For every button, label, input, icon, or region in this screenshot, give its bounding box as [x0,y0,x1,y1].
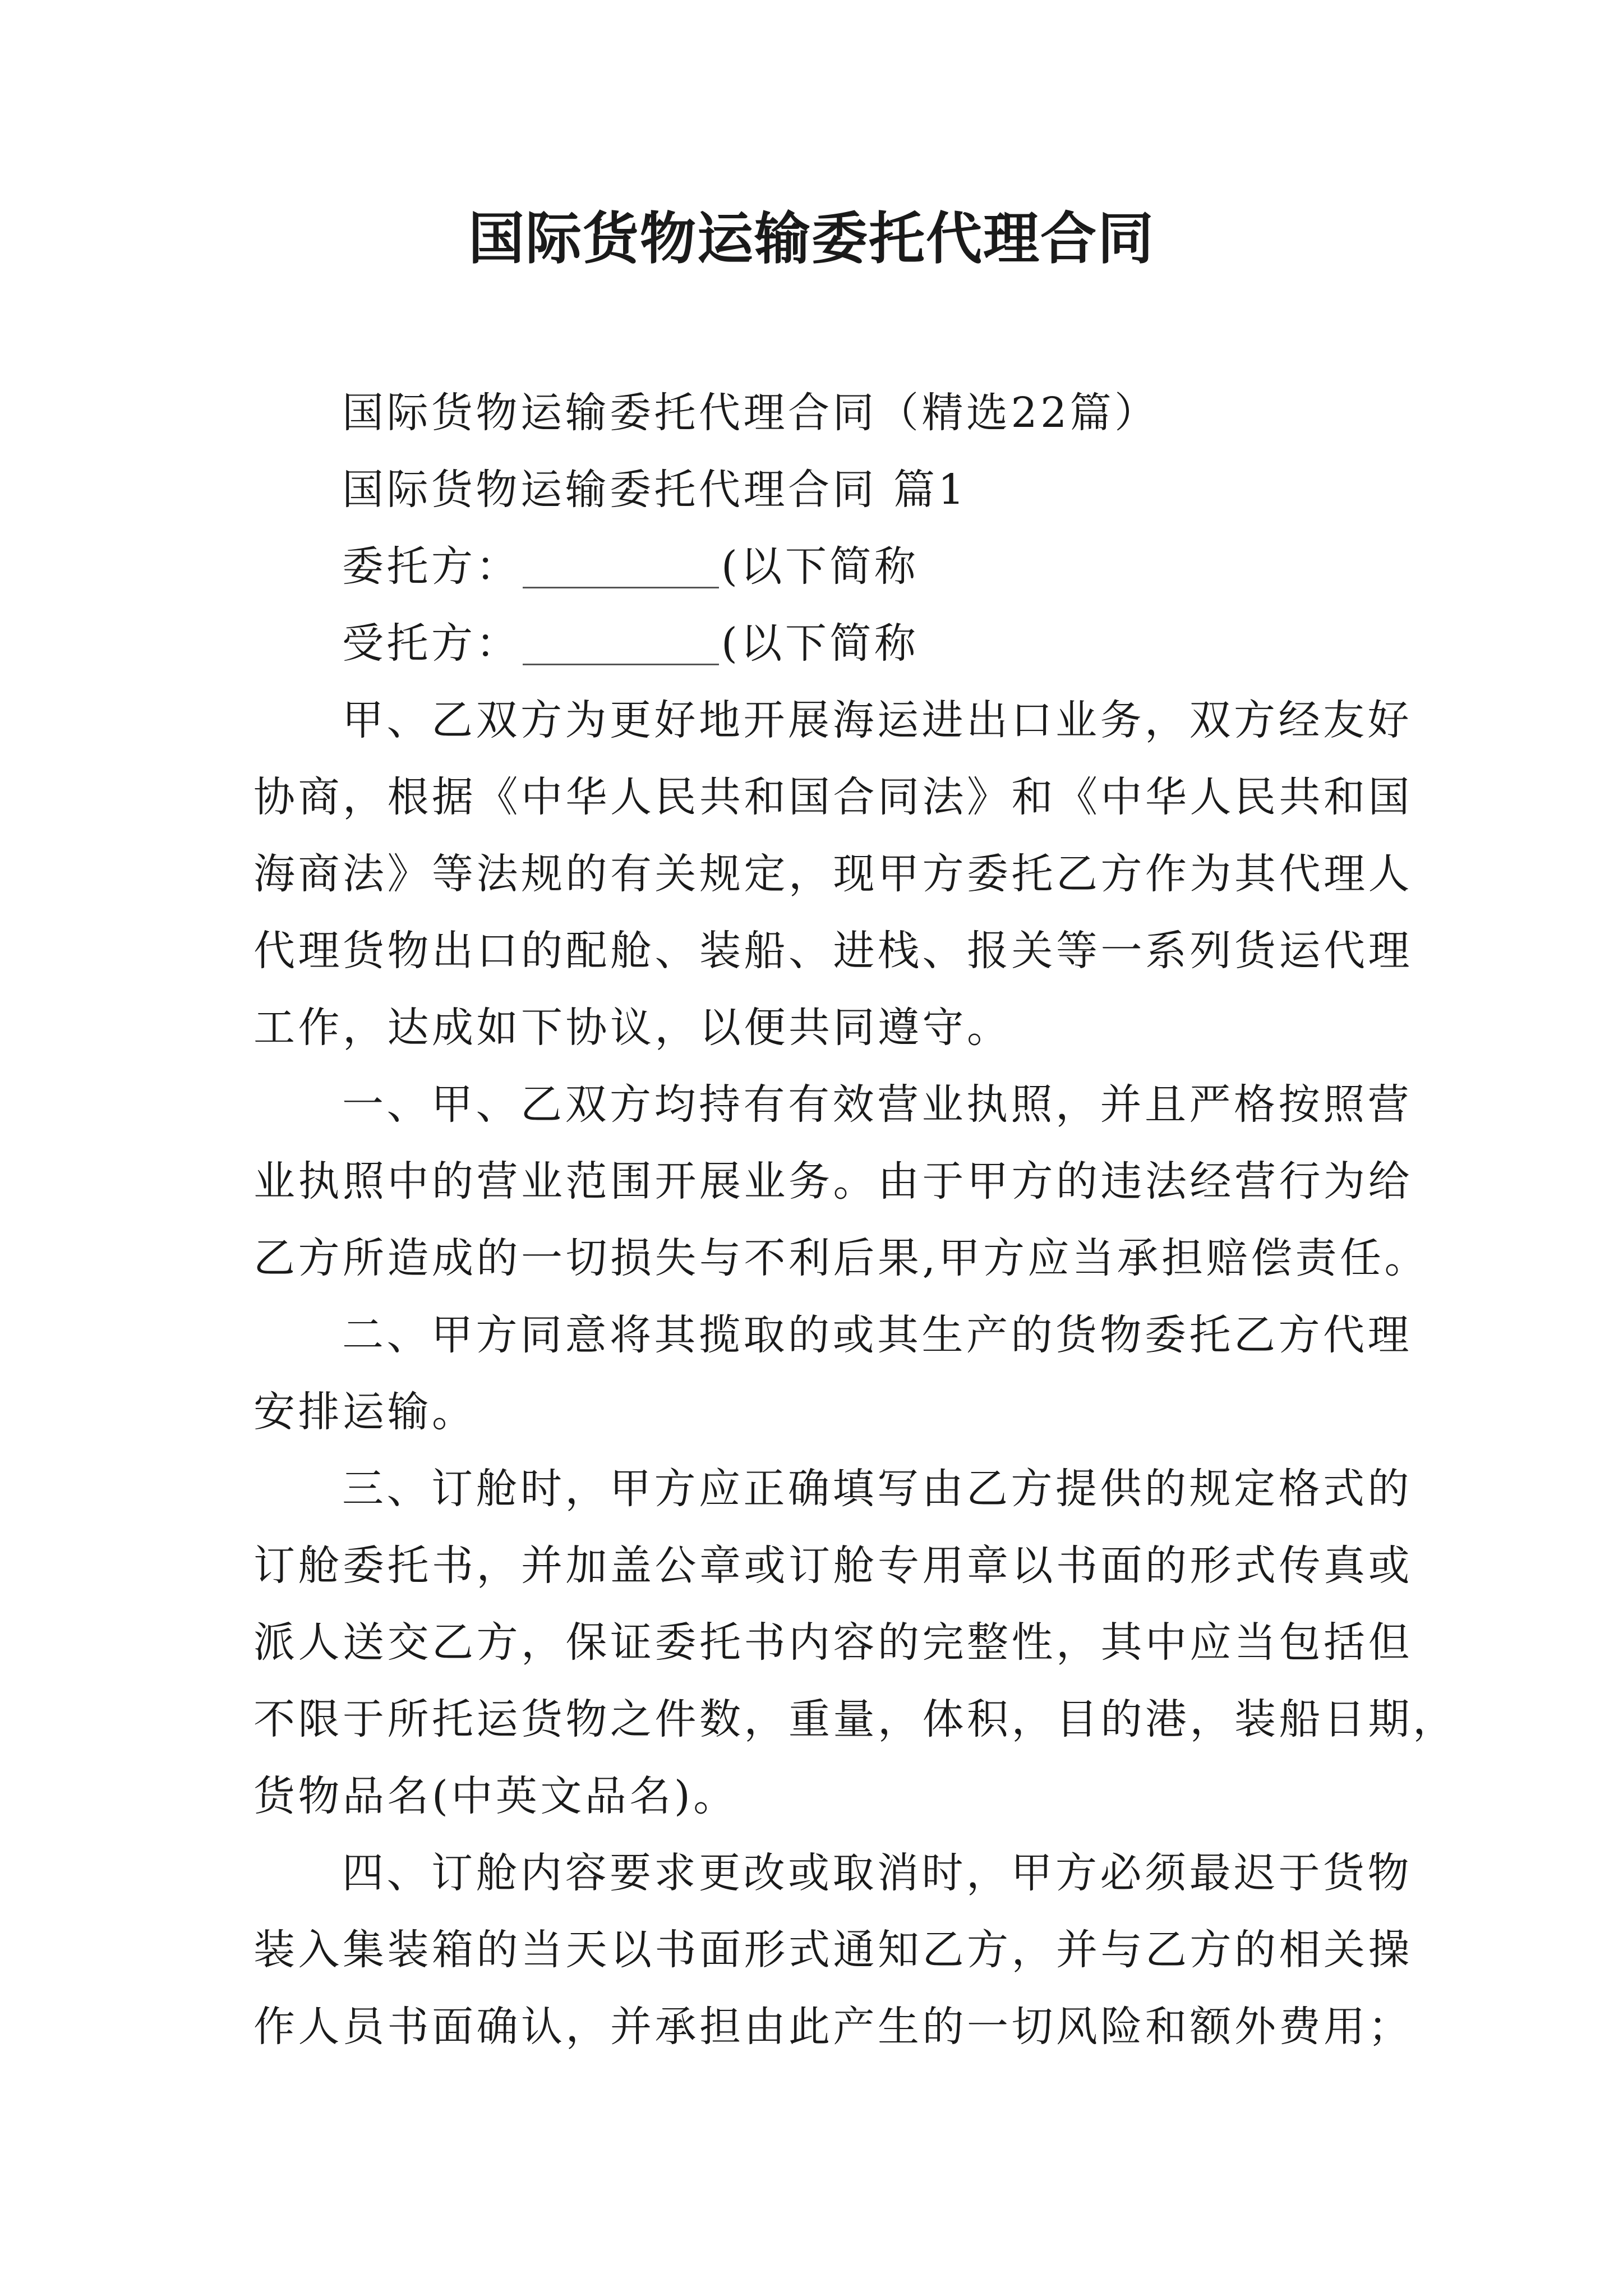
paragraph-line: 派人送交乙方，保证委托书内容的完整性，其中应当包括但 [253,1618,1413,1667]
paragraph-line: 装入集装箱的当天以书面形式通知乙方，并与乙方的相关操 [253,1926,1413,1974]
paragraph-line: 一、甲、乙双方均持有有效营业执照，并且严格按照营 [342,1080,1412,1129]
paragraph-line: 业执照中的营业范围开展业务。由于甲方的违法经营行为给 [253,1157,1413,1205]
paragraph-line: 作人员书面确认，并承担由此产生的一切风险和额外费用； [253,2003,1413,2051]
document-title: 国际货物运输委托代理合同 [468,205,1155,272]
paragraph-line: 海商法》等法规的有关规定，现甲方委托乙方作为其代理人 [253,850,1413,898]
paragraph-line: 安排运输。 [253,1388,477,1436]
document-subtitle: 国际货物运输委托代理合同（精选22篇） [342,389,1159,437]
party-a-line [253,528,1378,605]
paragraph-line: 二、甲方同意将其揽取的或其生产的货物委托乙方代理 [342,1311,1412,1359]
paragraph-line: 不限于所托运货物之件数，重量，体积，目的港，装船日期， [253,1695,1458,1743]
paragraph-line: 工作，达成如下协议，以便共同遵守。 [253,1004,1012,1052]
paragraph-line: 四、订舱内容要求更改或取消时，甲方必须最迟于货物 [342,1849,1412,1897]
party-a-blank [523,545,719,588]
paragraph-line: 三、订舱时，甲方应正确填写由乙方提供的规定格式的 [342,1465,1412,1513]
paragraph-line: 乙方所造成的一切损失与不利后果,甲方应当承担赔偿责任。 [253,1234,1430,1282]
party-a-label: 委托方： [342,542,520,591]
party-b-line [253,605,1378,682]
party-b-blank [523,622,719,665]
paragraph-line: 代理货物出口的配舱、装船、进栈、报关等一系列货运代理 [253,927,1413,975]
document-body [253,375,1458,2065]
party-a-suffix: (以下简称 [721,542,919,591]
paragraph-line: 协商，根据《中华人民共和国合同法》和《中华人民共和国 [253,773,1413,821]
section-heading: 国际货物运输委托代理合同 篇1 [342,466,968,514]
party-b-suffix: (以下简称 [721,619,919,668]
paragraph-line: 甲、乙双方为更好地开展海运进出口业务，双方经友好 [342,696,1412,744]
paragraph-line: 货物品名(中英文品名)。 [253,1772,738,1820]
paragraph-line: 订舱委托书，并加盖公章或订舱专用章以书面的形式传真或 [253,1542,1413,1590]
party-b-label: 受托方： [342,619,520,668]
